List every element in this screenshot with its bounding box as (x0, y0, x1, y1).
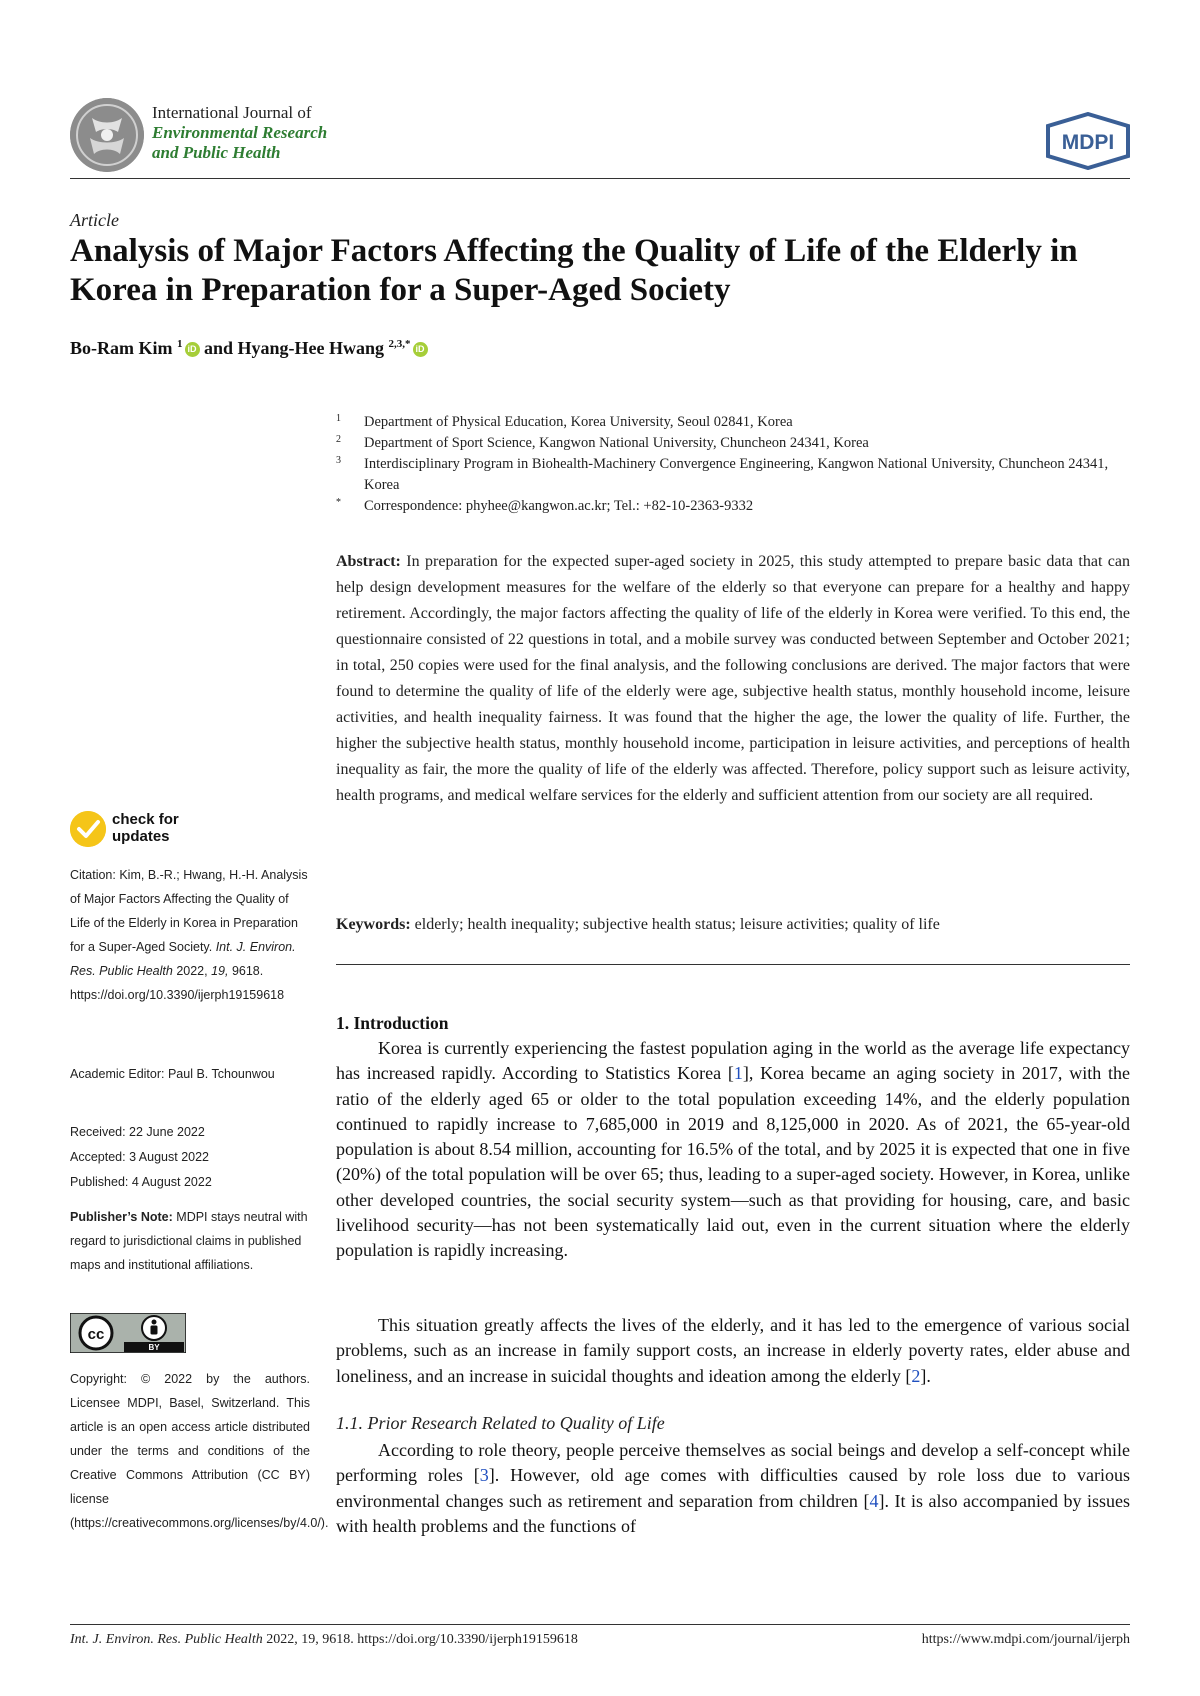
reference-link[interactable]: 1 (733, 1063, 743, 1084)
journal-name (152, 103, 327, 163)
section-heading: 1. Introduction (336, 1013, 449, 1033)
publisher-note-text: MDPI stays neutral with regard to jurisdictional claims in published maps and institutional affiliations. (70, 1210, 308, 1272)
by-text: BY (148, 1343, 160, 1352)
body-paragraph (336, 1036, 1130, 1264)
citation-volume: 19, (211, 964, 229, 978)
author-affiliation-number: 1 (177, 338, 183, 350)
check-for-updates-button[interactable] (70, 809, 185, 851)
citation (70, 863, 310, 1007)
paragraph-text: ]. It is also accompanied by issues with health problems and the functions of (336, 1490, 1130, 1536)
paragraph-text: ], Korea became an aging society in 2017, with the ratio of the elderly aged 65 or older to the total population exceeding 14%, and the elderly population continued to rapidly increase to 7,685,000 in 2019 and 8,125,000 in 2020. As of 2021, the 65-year-old population is about 8.54 million, accounting for 16.5% of the total, and by 2025 it is expected that one in five (20%) of the total population will be over 65; thus, leading to a super-aged society. However, in Korea, unlike other developed countries, the social security system—such as that providing for housing, care, and basic livelihood security—has not been systematically laid out, even in the current situation where the elderly population is rapidly increasing. (336, 1063, 1130, 1261)
accepted-date: Accepted: 3 August 2022 (70, 1150, 209, 1164)
check-updates-label (112, 811, 179, 845)
author-name: Hyang-Hee Hwang (237, 338, 385, 358)
orcid-icon[interactable]: iD (413, 342, 428, 357)
received-date: Received: 22 June 2022 (70, 1125, 205, 1139)
academic-editor (70, 1062, 310, 1086)
correspondence-item (336, 496, 1130, 517)
abstract-divider (336, 964, 1130, 965)
journal-name-line2: and Public Health (152, 143, 281, 162)
author-conjunction: and (204, 338, 234, 358)
author-list (70, 338, 428, 359)
mdpi-logo (1046, 112, 1130, 170)
affiliation-item (336, 412, 1130, 433)
citation-journal: Int. J. Environ. Res. Public Health (70, 940, 296, 978)
published-date: Published: 4 August 2022 (70, 1175, 212, 1189)
abstract (336, 549, 1130, 809)
publisher-note (70, 1205, 310, 1277)
check-updates-line1: check for (112, 811, 179, 828)
affiliation-text: Department of Physical Education, Korea University, Seoul 02841, Korea (364, 414, 793, 430)
citation-label: Citation: (70, 868, 116, 882)
citation-text: Kim, B.-R.; Hwang, H.-H. Analysis of Major Factors Affecting the Quality of Life of the Elderly in Korea in Preparation for a Super-Aged Society. (70, 868, 308, 954)
article-type: Article (70, 210, 119, 230)
cc-text: cc (87, 1326, 105, 1343)
correspondence-text: Correspondence: phyhee@kangwon.ac.kr; Tel.: +82-10-2363-9332 (364, 498, 754, 514)
author-name: Bo-Ram Kim (70, 338, 173, 358)
affiliation-text: Department of Sport Science, Kangwon National University, Chuncheon 24341, Korea (364, 435, 869, 451)
author-affiliation-number: 2,3,* (388, 338, 411, 350)
keywords-label: Keywords: (336, 916, 411, 933)
affiliation-text: Interdisciplinary Program in Biohealth-Machinery Convergence Engineering, Kangwon National University, Chuncheon 24341, Korea (364, 456, 1109, 493)
affiliation-number: 1 (336, 413, 341, 424)
reference-link[interactable]: 3 (479, 1465, 489, 1486)
paragraph-text: ]. (920, 1365, 931, 1386)
footer-citation (70, 1632, 578, 1648)
editor-name: Paul B. Tchounwou (167, 1067, 275, 1081)
orcid-icon[interactable]: iD (185, 342, 200, 357)
publisher-note-label: Publisher’s Note: (70, 1210, 173, 1224)
affiliation-item (336, 433, 1130, 454)
publication-dates (70, 1120, 310, 1195)
affiliation-item (336, 454, 1130, 496)
keywords-text: elderly; health inequality; subjective health status; leisure activities; quality of life (414, 916, 940, 933)
body-paragraph (336, 1438, 1130, 1539)
paragraph-text: According to role theory, people perceive themselves as social beings and develop a self-concept while performing roles [ (336, 1440, 1130, 1486)
keywords (336, 916, 1130, 934)
affiliations (336, 412, 1130, 517)
footer-doi-link[interactable]: 2022, 19, 9618. https://doi.org/10.3390/ijerph19159618 (266, 1632, 578, 1647)
citation-doi-link[interactable]: 9618. https://doi.org/10.3390/ijerph19159618 (70, 964, 285, 1002)
paragraph-text: Korea is currently experiencing the fastest population aging in the world as the average life expectancy has increased rapidly. According to Statistics Korea [ (336, 1038, 1130, 1084)
footer-divider (70, 1624, 1130, 1625)
footer-journal-url[interactable]: https://www.mdpi.com/journal/ijerph (921, 1632, 1130, 1647)
abstract-text: In preparation for the expected super-aged society in 2025, this study attempted to prepare basic data that can help design development measures for the welfare of the elderly so that everyone can prepare for a healthy and happy retirement. Accordingly, the major factors affecting the quality of life of the elderly in Korea were verified. To this end, the questionnaire consisted of 22 questions in total, and a mobile survey was conducted between September and October 2021; in total, 250 copies were used for the final analysis, and the following conclusions are derived. The major factors that were found to determine the quality of life of the elderly were age, subjective health status, monthly household income, leisure activities, and health inequality fairness. It was found that the higher the age, the lower the quality of life. Further, the higher the subjective health status, monthly household income, participation in leisure activities, and perceptions of health inequality as fair, the more the quality of life of the elderly was affected. Therefore, policy support such as leisure activity, health programs, and medical welfare services for the elderly and sufficient attention from our society are all required. (336, 553, 1130, 804)
journal-name-line1: Environmental Research (152, 123, 328, 142)
check-updates-line2: updates (112, 828, 170, 845)
journal-intl: International Journal of (152, 103, 312, 122)
mdpi-logo-text: MDPI (1061, 131, 1115, 154)
copyright-notice: Copyright: © 2022 by the authors. Licensee MDPI, Basel, Switzerland. This article is an open access article distributed under the terms and conditions of the Creative Commons Attribution (CC BY) license (https://creativecommons.org/licenses/by/4.0/). (70, 1372, 329, 1530)
paragraph-text: ]. However, old age comes with difficulties caused by role loss due to various environmental changes such as retirement and separation from children [ (336, 1465, 1130, 1511)
affiliation-number: 3 (336, 455, 341, 466)
reference-link[interactable]: 4 (869, 1490, 879, 1511)
article-title: Analysis of Major Factors Affecting the Quality of Life of the Elderly in Korea in Preparation for a Super-Aged Society (70, 233, 1078, 308)
paragraph-text: This situation greatly affects the lives of the elderly, and it has led to the emergence of various social problems, such as an increase in family support costs, an increase in elderly poverty rates, elder abuse and loneliness, and an increase in suicidal thoughts and ideation among the elderly [ (336, 1315, 1130, 1386)
check-updates-icon (70, 811, 106, 847)
header-divider (70, 178, 1130, 179)
cc-by-license-icon[interactable] (70, 1313, 186, 1353)
affiliation-number: * (336, 497, 341, 508)
reference-link[interactable]: 2 (911, 1365, 921, 1386)
editor-label: Academic Editor: (70, 1067, 165, 1081)
affiliation-number: 2 (336, 434, 341, 445)
abstract-label: Abstract: (336, 553, 401, 570)
subsection-heading: 1.1. Prior Research Related to Quality of Life (336, 1413, 665, 1433)
citation-year: 2022, (176, 964, 208, 978)
journal-logo (70, 98, 144, 172)
footer-journal: Int. J. Environ. Res. Public Health (70, 1632, 263, 1647)
body-paragraph (336, 1313, 1130, 1389)
